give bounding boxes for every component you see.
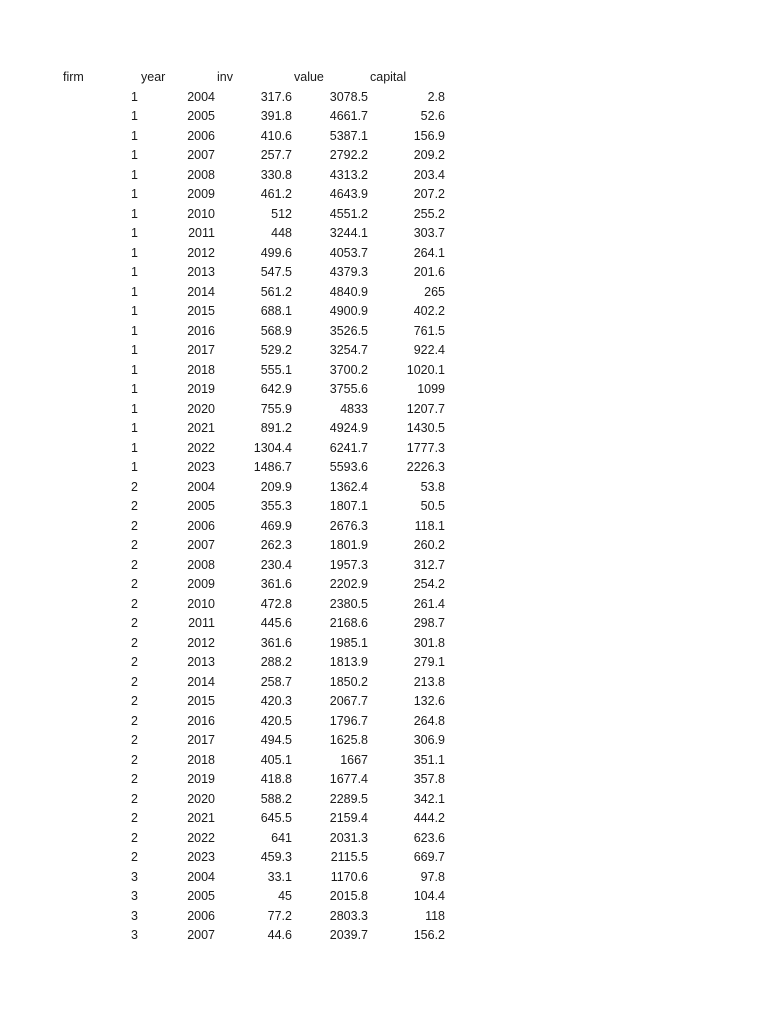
cell-value: 1362.4 [329,479,368,494]
cell-capital: 298.7 [413,616,445,630]
cell-year: 2008 [187,167,215,182]
table-row [0,556,768,576]
cell-value: 4551.2 [329,206,368,221]
cell-value: 1813.9 [329,655,368,669]
cell-value: 1807.1 [329,499,368,513]
cell-value: 2067.7 [329,694,368,708]
cell-inv: 209.9 [260,479,292,494]
cell-year: 2018 [187,362,215,377]
cell-value: 2159.4 [329,811,368,825]
cell-firm: 2 [131,538,138,552]
cell-firm: 2 [131,830,138,845]
cell-year: 2010 [187,596,215,611]
cell-firm: 1 [131,167,138,182]
table-row [0,575,768,595]
cell-firm: 2 [131,733,138,747]
cell-firm: 1 [131,226,138,240]
cell-inv: 410.6 [260,128,292,143]
table-row [0,166,768,186]
table-row [0,809,768,829]
cell-year: 2017 [187,343,215,357]
cell-capital: 301.8 [413,635,445,650]
cell-firm: 1 [131,148,138,162]
cell-capital: 312.7 [413,557,445,572]
cell-firm: 1 [131,187,138,201]
table-row [0,283,768,303]
cell-year: 2022 [187,440,215,455]
cell-value: 2676.3 [329,518,368,533]
cell-inv: 44.6 [267,928,292,942]
cell-value: 3755.6 [329,382,368,396]
cell-capital: 1099 [417,382,445,396]
cell-capital: 118 [425,908,445,923]
cell-inv: 755.9 [260,401,292,416]
cell-inv: 645.5 [260,811,292,825]
cell-inv: 420.3 [260,694,292,708]
cell-value: 3078.5 [329,89,368,104]
table-row [0,400,768,420]
cell-inv: 642.9 [260,382,292,396]
cell-inv: 418.8 [260,772,292,786]
cell-capital: 2.8 [427,89,445,104]
cell-value: 4924.9 [329,421,368,435]
table-row [0,107,768,127]
cell-inv: 230.4 [260,557,292,572]
cell-capital: 1207.7 [406,401,445,416]
cell-firm: 2 [131,596,138,611]
cell-year: 2013 [187,655,215,669]
cell-capital: 201.6 [413,265,445,279]
cell-firm: 1 [131,382,138,396]
table-row [0,322,768,342]
table-row [0,653,768,673]
cell-firm: 2 [131,635,138,650]
cell-inv: 891.2 [260,421,292,435]
cell-firm: 3 [131,928,138,942]
cell-year: 2020 [187,401,215,416]
cell-capital: 97.8 [420,869,445,884]
table-row [0,380,768,400]
cell-year: 2016 [187,713,215,728]
cell-inv: 529.2 [260,343,292,357]
cell-firm: 1 [131,109,138,123]
cell-year: 2011 [188,616,215,630]
cell-value: 4379.3 [329,265,368,279]
cell-inv: 330.8 [260,167,292,182]
cell-value: 5593.6 [329,460,368,474]
cell-firm: 1 [131,206,138,221]
cell-year: 2011 [188,226,215,240]
cell-value: 2031.3 [329,830,368,845]
cell-value: 1625.8 [329,733,368,747]
cell-year: 2013 [187,265,215,279]
cell-year: 2019 [187,382,215,396]
cell-capital: 306.9 [413,733,445,747]
cell-value: 2202.9 [329,577,368,591]
cell-year: 2009 [187,187,215,201]
cell-value: 6241.7 [329,440,368,455]
cell-firm: 1 [131,421,138,435]
cell-capital: 264.8 [413,713,445,728]
cell-capital: 1430.5 [406,421,445,435]
table-body [0,88,768,946]
header-year: year [141,70,166,84]
cell-inv: 355.3 [260,499,292,513]
cell-capital: 351.1 [413,752,445,767]
cell-firm: 2 [131,811,138,825]
cell-capital: 279.1 [413,655,445,669]
cell-capital: 402.2 [413,304,445,318]
cell-capital: 261.4 [413,596,445,611]
cell-value: 4900.9 [329,304,368,318]
cell-inv: 448 [271,226,292,240]
cell-inv: 361.6 [260,577,292,591]
cell-firm: 1 [131,323,138,338]
cell-capital: 104.4 [413,889,445,903]
cell-inv: 361.6 [260,635,292,650]
cell-year: 2014 [187,284,215,299]
cell-inv: 45 [278,889,292,903]
table-row [0,770,768,790]
cell-year: 2021 [187,811,215,825]
table-header-row [0,68,768,88]
cell-inv: 494.5 [260,733,292,747]
cell-capital: 444.2 [413,811,445,825]
table-row [0,673,768,693]
table-row [0,205,768,225]
table-row [0,887,768,907]
cell-capital: 1777.3 [406,440,445,455]
table-row [0,224,768,244]
cell-inv: 445.6 [260,616,292,630]
cell-inv: 405.1 [260,752,292,767]
table-row [0,302,768,322]
cell-value: 1957.3 [329,557,368,572]
table-row [0,439,768,459]
spreadsheet-table [0,68,768,946]
table-row [0,185,768,205]
cell-value: 2289.5 [329,791,368,806]
cell-firm: 2 [131,499,138,513]
cell-inv: 1486.7 [253,460,292,474]
cell-capital: 264.1 [413,245,445,260]
cell-firm: 2 [131,557,138,572]
cell-year: 2007 [187,538,215,552]
cell-year: 2012 [187,245,215,260]
table-row [0,907,768,927]
table-row [0,361,768,381]
cell-capital: 1020.1 [406,362,445,377]
cell-inv: 1304.4 [253,440,292,455]
cell-capital: 761.5 [413,323,445,338]
cell-firm: 2 [131,616,138,630]
cell-firm: 1 [131,245,138,260]
cell-firm: 2 [131,713,138,728]
table-row [0,614,768,634]
cell-capital: 2226.3 [406,460,445,474]
cell-year: 2023 [187,850,215,864]
cell-value: 1796.7 [329,713,368,728]
cell-firm: 2 [131,655,138,669]
cell-value: 2015.8 [329,889,368,903]
cell-year: 2005 [187,499,215,513]
cell-firm: 2 [131,791,138,806]
cell-year: 2006 [187,128,215,143]
cell-firm: 2 [131,577,138,591]
cell-year: 2006 [187,908,215,923]
cell-value: 1677.4 [329,772,368,786]
cell-year: 2009 [187,577,215,591]
cell-value: 2115.5 [330,850,368,864]
cell-capital: 203.4 [413,167,445,182]
cell-value: 3700.2 [329,362,368,377]
cell-value: 2380.5 [329,596,368,611]
cell-inv: 555.1 [260,362,292,377]
cell-year: 2004 [187,89,215,104]
cell-value: 2168.6 [329,616,368,630]
cell-firm: 1 [131,89,138,104]
cell-year: 2005 [187,889,215,903]
header-firm: firm [63,70,84,84]
table-row [0,478,768,498]
table-row [0,146,768,166]
cell-value: 1667 [340,752,368,767]
cell-firm: 1 [131,128,138,143]
cell-capital: 50.5 [420,499,445,513]
cell-inv: 420.5 [260,713,292,728]
cell-inv: 262.3 [260,538,292,552]
cell-capital: 260.2 [413,538,445,552]
cell-capital: 53.8 [420,479,445,494]
cell-value: 2039.7 [329,928,368,942]
cell-year: 2021 [187,421,215,435]
cell-year: 2004 [187,869,215,884]
cell-value: 1850.2 [329,674,368,689]
table-row [0,263,768,283]
cell-capital: 209.2 [413,148,445,162]
cell-inv: 258.7 [260,674,292,689]
cell-year: 2007 [187,928,215,942]
cell-value: 1170.6 [330,869,368,884]
cell-capital: 156.2 [413,928,445,942]
table-row [0,127,768,147]
cell-firm: 2 [131,694,138,708]
cell-year: 2004 [187,479,215,494]
cell-capital: 254.2 [413,577,445,591]
cell-capital: 669.7 [413,850,445,864]
cell-year: 2008 [187,557,215,572]
cell-capital: 357.8 [413,772,445,786]
cell-firm: 2 [131,772,138,786]
table-row [0,244,768,264]
cell-value: 5387.1 [329,128,368,143]
cell-inv: 588.2 [260,791,292,806]
cell-capital: 52.6 [420,109,445,123]
cell-value: 3526.5 [329,323,368,338]
table-row [0,595,768,615]
cell-inv: 317.6 [260,89,292,104]
cell-firm: 1 [131,362,138,377]
cell-value: 1801.9 [329,538,368,552]
cell-value: 3254.7 [329,343,368,357]
cell-inv: 561.2 [260,284,292,299]
table-row [0,634,768,654]
table-row [0,731,768,751]
table-row [0,88,768,108]
cell-year: 2020 [187,791,215,806]
cell-capital: 213.8 [413,674,445,689]
cell-capital: 623.6 [413,830,445,845]
cell-value: 1985.1 [329,635,368,650]
table-row [0,848,768,868]
cell-value: 4840.9 [329,284,368,299]
cell-firm: 1 [131,343,138,357]
cell-firm: 2 [131,752,138,767]
cell-firm: 3 [131,889,138,903]
table-row [0,341,768,361]
cell-year: 2017 [187,733,215,747]
cell-value: 2803.3 [329,908,368,923]
cell-year: 2010 [187,206,215,221]
cell-value: 4313.2 [329,167,368,182]
table-row [0,751,768,771]
table-row [0,868,768,888]
cell-firm: 2 [131,674,138,689]
cell-capital: 118.1 [414,518,445,533]
header-capital: capital [370,70,407,84]
table-row [0,497,768,517]
cell-year: 2022 [187,830,215,845]
cell-inv: 499.6 [260,245,292,260]
cell-firm: 2 [131,850,138,864]
cell-capital: 156.9 [413,128,445,143]
cell-year: 2006 [187,518,215,533]
cell-year: 2018 [187,752,215,767]
cell-capital: 342.1 [413,791,445,806]
header-value: value [294,70,324,84]
cell-inv: 547.5 [260,265,292,279]
cell-capital: 255.2 [413,206,445,221]
cell-year: 2016 [187,323,215,338]
cell-inv: 33.1 [267,869,292,884]
cell-firm: 1 [131,284,138,299]
cell-year: 2007 [187,148,215,162]
table-row [0,692,768,712]
cell-inv: 469.9 [260,518,292,533]
table-row [0,712,768,732]
cell-inv: 568.9 [260,323,292,338]
cell-year: 2012 [187,635,215,650]
cell-firm: 1 [131,401,138,416]
cell-year: 2019 [187,772,215,786]
table-row [0,790,768,810]
cell-inv: 641 [271,830,292,845]
cell-value: 4053.7 [329,245,368,260]
cell-inv: 688.1 [260,304,292,318]
cell-inv: 472.8 [260,596,292,611]
cell-firm: 2 [131,518,138,533]
table-row [0,536,768,556]
cell-value: 3244.1 [329,226,368,240]
cell-capital: 207.2 [413,187,445,201]
header-inv: inv [217,70,233,84]
cell-capital: 303.7 [413,226,445,240]
cell-capital: 265 [424,284,445,299]
cell-inv: 288.2 [260,655,292,669]
cell-year: 2015 [187,694,215,708]
cell-firm: 3 [131,869,138,884]
table-row [0,517,768,537]
cell-firm: 1 [131,440,138,455]
cell-inv: 512 [271,206,292,221]
cell-inv: 257.7 [260,148,292,162]
cell-firm: 3 [131,908,138,923]
cell-year: 2014 [187,674,215,689]
cell-inv: 459.3 [260,850,292,864]
table-row [0,829,768,849]
cell-firm: 1 [131,265,138,279]
cell-value: 2792.2 [329,148,368,162]
cell-value: 4833 [340,401,368,416]
cell-inv: 391.8 [260,109,292,123]
cell-year: 2015 [187,304,215,318]
cell-capital: 132.6 [413,694,445,708]
table-row [0,926,768,946]
cell-firm: 2 [131,479,138,494]
cell-firm: 1 [131,304,138,318]
cell-year: 2023 [187,460,215,474]
cell-value: 4661.7 [329,109,368,123]
cell-inv: 461.2 [260,187,292,201]
table-row [0,419,768,439]
cell-value: 4643.9 [329,187,368,201]
cell-year: 2005 [187,109,215,123]
table-row [0,458,768,478]
cell-inv: 77.2 [267,908,292,923]
cell-capital: 922.4 [413,343,445,357]
cell-firm: 1 [131,460,138,474]
